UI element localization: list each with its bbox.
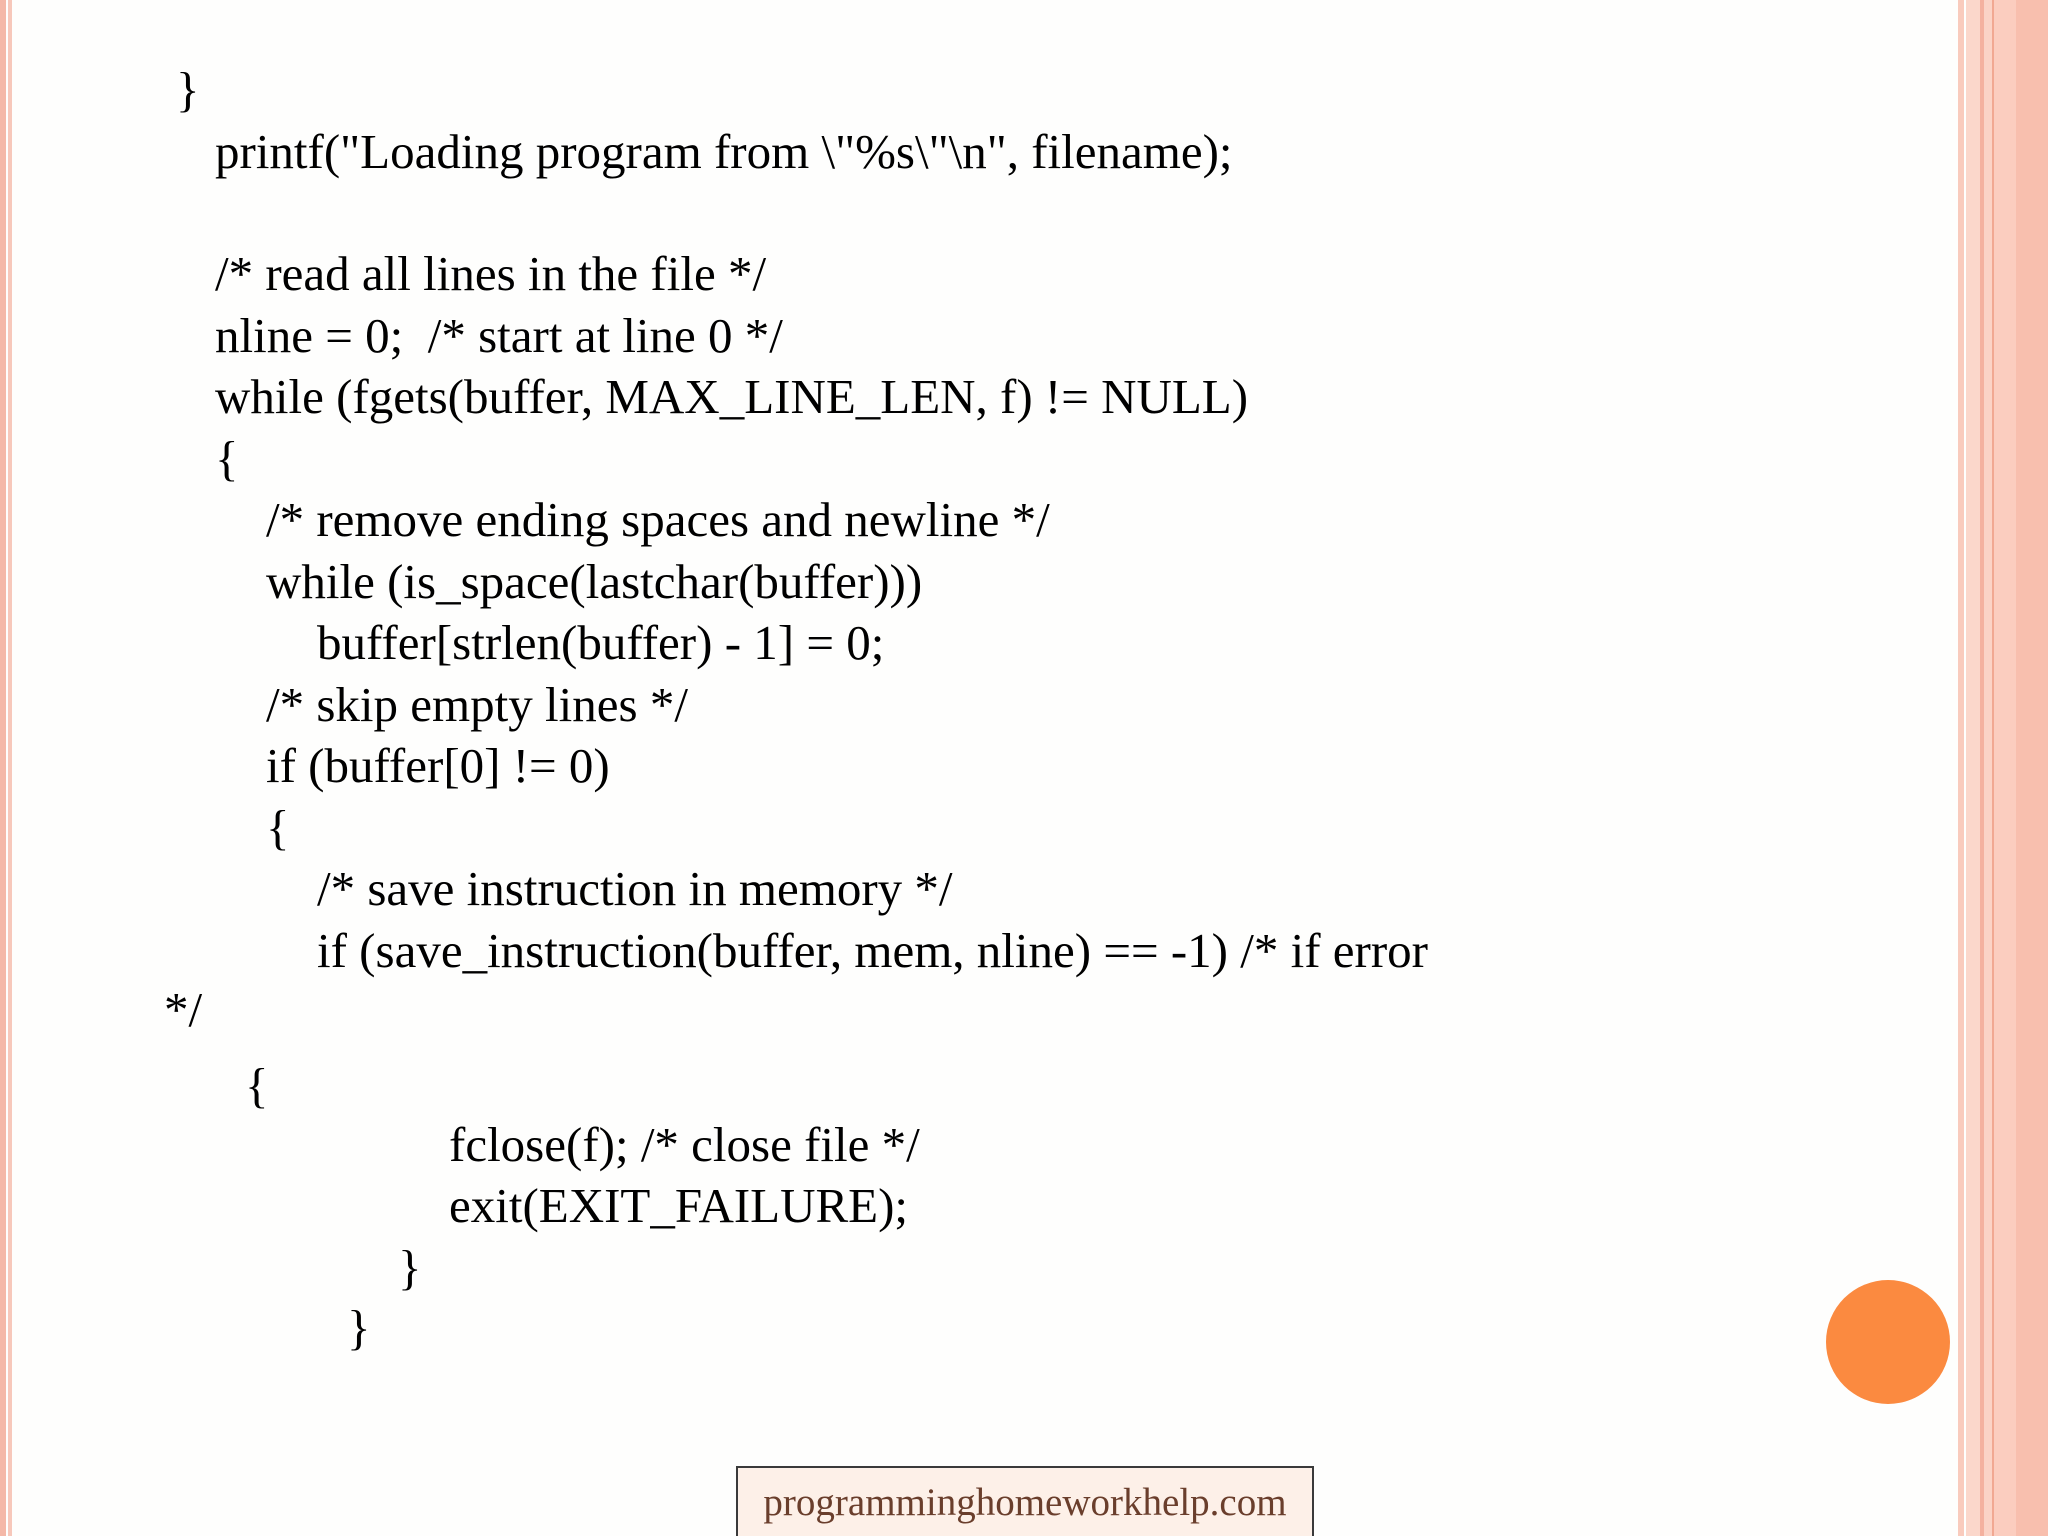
right-stripe bbox=[1958, 0, 1964, 1536]
code-line-fclose: fclose(f); /* close file */ bbox=[449, 1117, 920, 1172]
left-border-inner bbox=[8, 0, 12, 1536]
code-line-open-brace: { bbox=[266, 800, 290, 855]
code-line-while-fgets: while (fgets(buffer, MAX_LINE_LEN, f) != NULL) bbox=[215, 369, 1249, 424]
code-line-comment-save: /* save instruction in memory */ bbox=[317, 861, 953, 916]
code-line-closing-brace: } bbox=[347, 1300, 371, 1355]
code-line-buffer-strlen: buffer[strlen(buffer) - 1] = 0; bbox=[317, 615, 885, 670]
footer-box bbox=[736, 1466, 1314, 1536]
code-line-open-brace: { bbox=[215, 431, 239, 486]
right-stripe bbox=[1994, 0, 2016, 1536]
code-line-if-save: if (save_instruction(buffer, mem, nline) == -1) /* if error bbox=[317, 923, 1428, 978]
code-line-comment-skip: /* skip empty lines */ bbox=[266, 677, 688, 732]
left-border bbox=[0, 0, 6, 1536]
code-line-if-buffer: if (buffer[0] != 0) bbox=[266, 738, 610, 793]
code-line-closing-brace: } bbox=[176, 62, 200, 117]
code-line-closing-brace: } bbox=[398, 1240, 422, 1295]
code-line-open-brace: { bbox=[245, 1058, 269, 1113]
code-line-nline: nline = 0; /* start at line 0 */ bbox=[215, 308, 783, 363]
code-line-comment-read: /* read all lines in the file */ bbox=[215, 246, 767, 301]
website-label: programminghomeworkhelp.com bbox=[763, 1481, 1287, 1524]
code-line-exit: exit(EXIT_FAILURE); bbox=[449, 1178, 909, 1233]
accent-dot bbox=[1826, 1280, 1950, 1404]
right-stripe bbox=[2016, 0, 2048, 1536]
right-stripe bbox=[1984, 0, 1992, 1536]
right-stripe bbox=[1966, 0, 1980, 1536]
code-line-comment-remove: /* remove ending spaces and newline */ bbox=[266, 492, 1050, 547]
code-line-printf: printf("Loading program from \"%s\"\n", filename); bbox=[215, 124, 1233, 179]
code-line-while-space: while (is_space(lastchar(buffer))) bbox=[266, 554, 923, 609]
code-line-comment-end: */ bbox=[164, 982, 203, 1037]
